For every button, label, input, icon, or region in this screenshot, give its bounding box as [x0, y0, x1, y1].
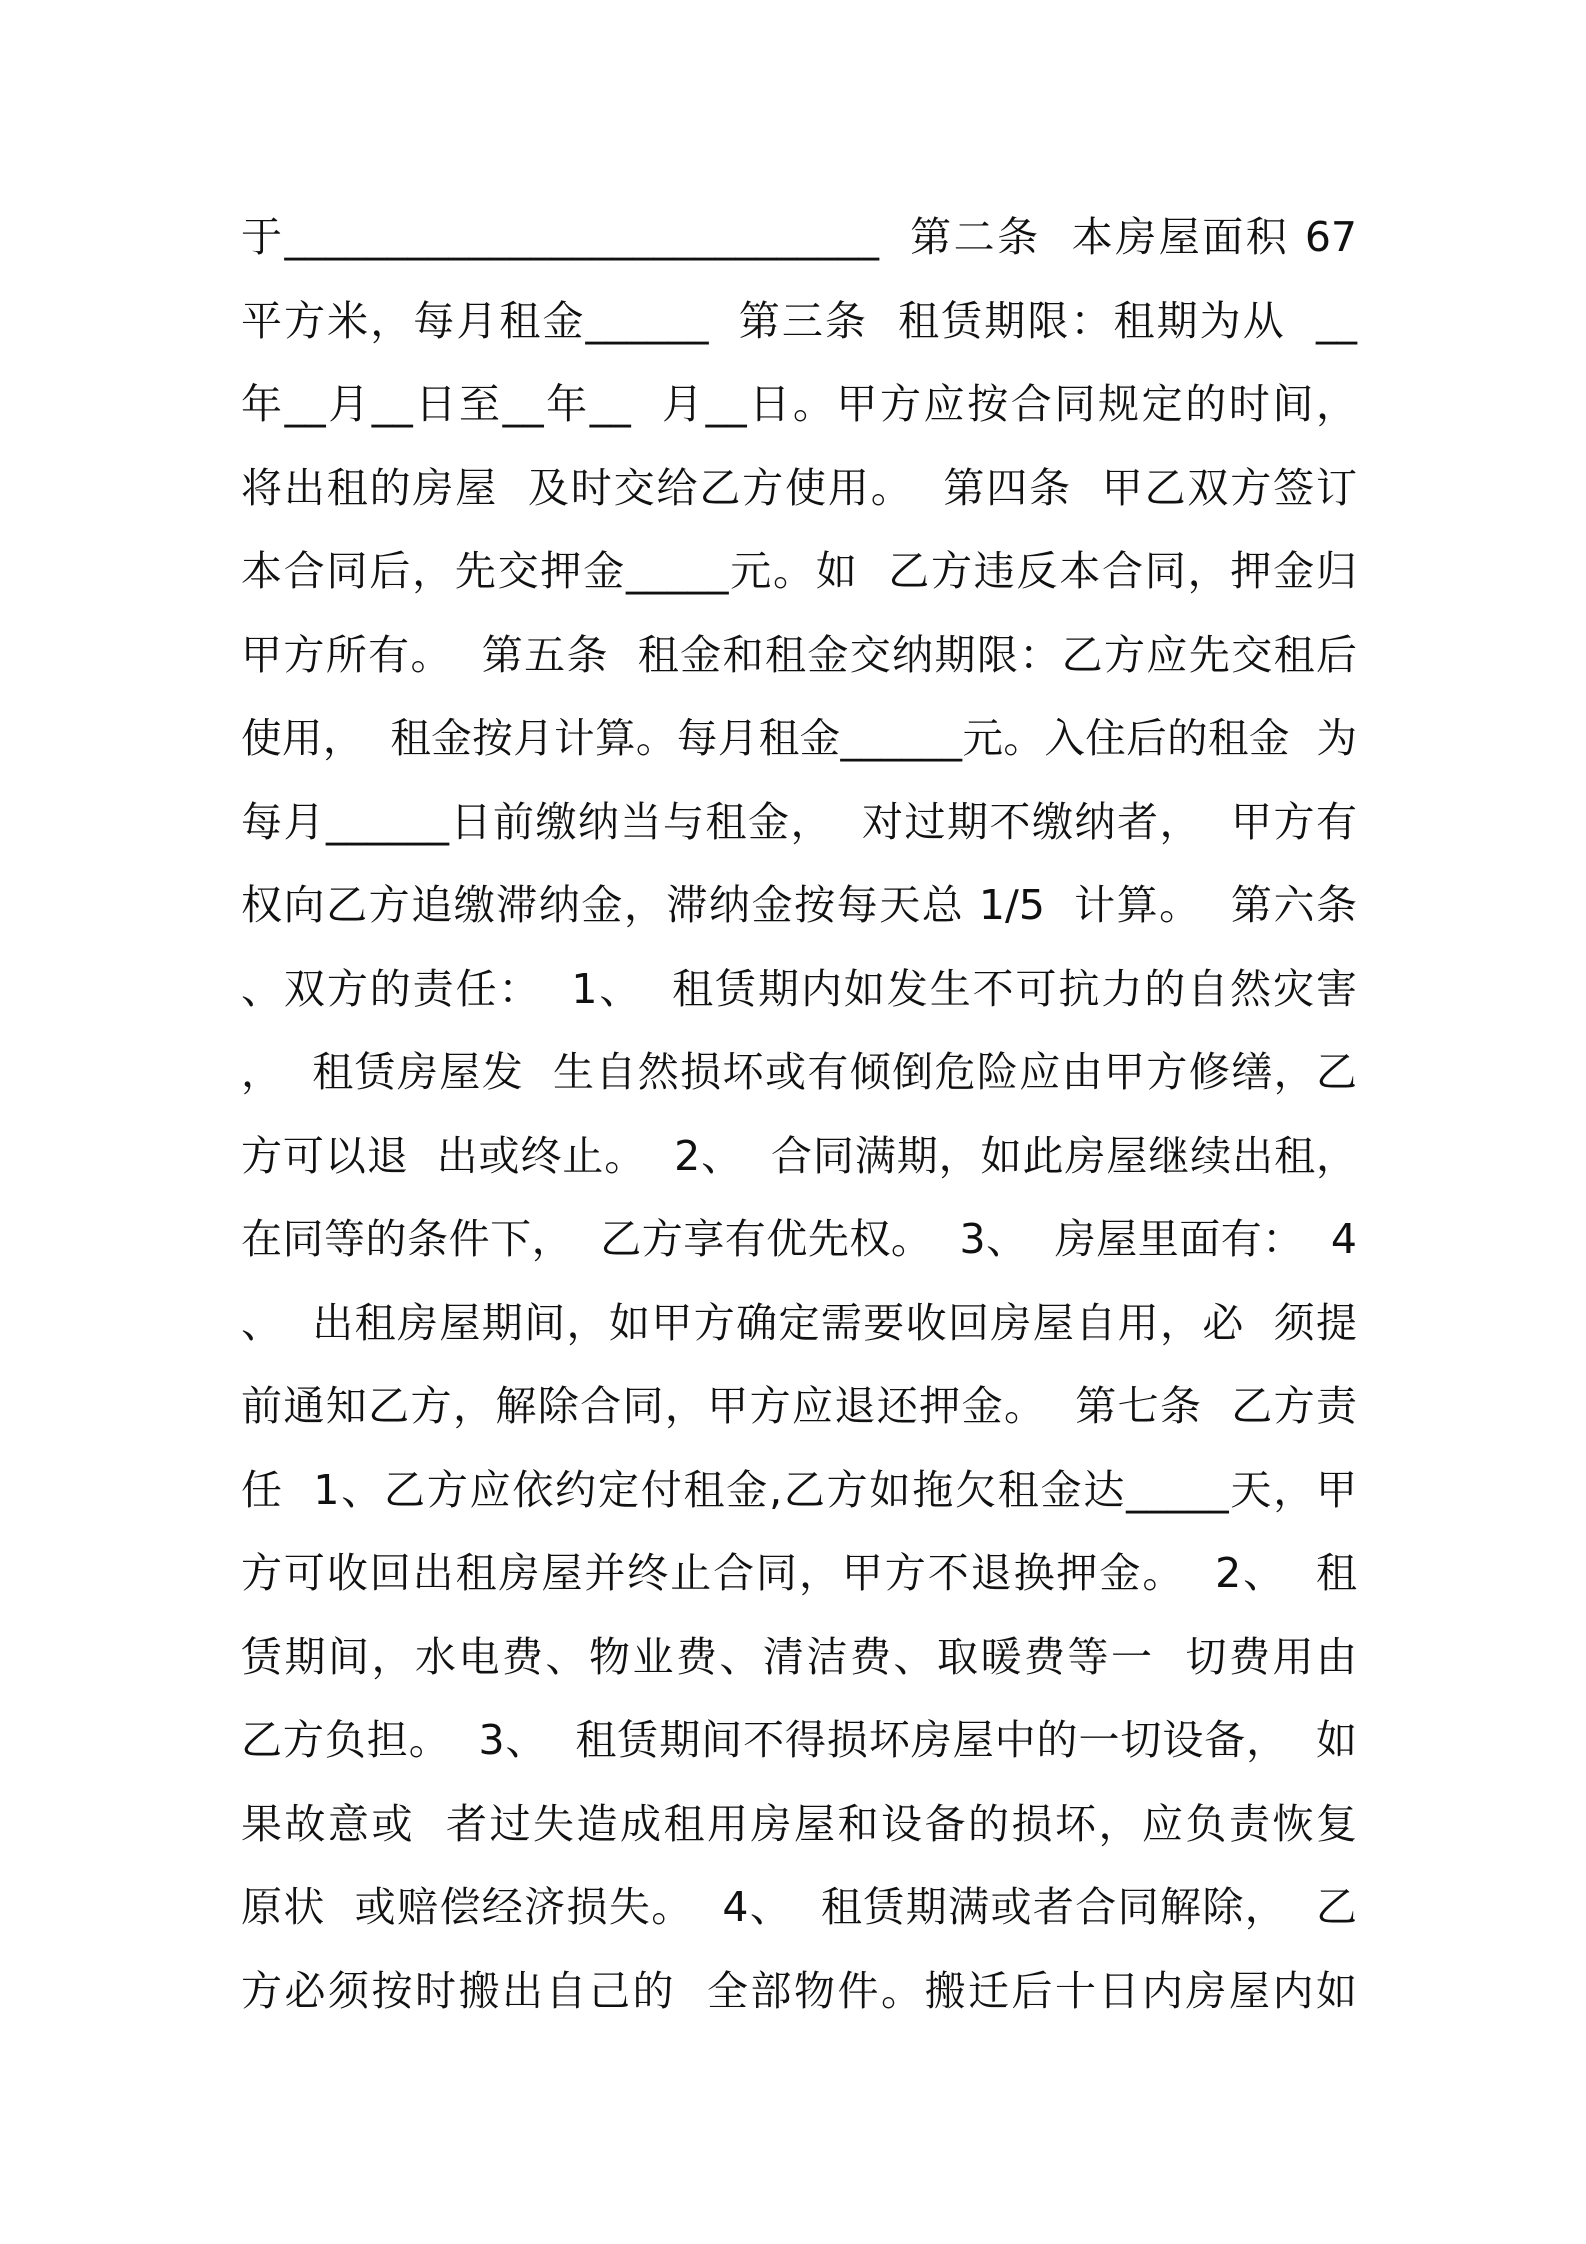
text-line-2: 平方米，每月租金______ 第三条 租赁期限：租期为从 __: [241, 296, 1357, 345]
text-line-8: 每月______日前缴纳当与租金， 对过期不缴纳者， 甲方有: [241, 797, 1357, 846]
text-line-10: 、双方的责任： 1、 租赁期内如发生不可抗力的自然灾害: [241, 964, 1357, 1013]
text-line-18: 赁期间，水电费、物业费、清洁费、取暖费等一 切费用由: [241, 1632, 1357, 1681]
text-line-5: 本合同后，先交押金_____元。如 乙方违反本合同，押金归: [241, 547, 1357, 595]
text-line-4: 将出租的房屋 及时交给乙方使用。 第四条 甲乙双方签订: [241, 463, 1357, 512]
text-line-7: 使用， 租金按月计算。每月租金______元。入住后的租金 为: [241, 714, 1357, 762]
text-line-16: 任 1、乙方应依约定付租金,乙方如拖欠租金达_____天，甲: [241, 1465, 1357, 1514]
contract-body-text: [241, 196, 1357, 2033]
text-line-6: 甲方所有。 第五条 租金和租金交纳期限：乙方应先交租后: [241, 630, 1357, 679]
text-line-20: 果故意或 者过失造成租用房屋和设备的损坏，应负责恢复: [241, 1799, 1357, 1848]
text-line-1: 于_____________________________ 第二条 本房屋面积 67: [241, 213, 1357, 261]
text-line-22: 方必须按时搬出自己的 全部物件。搬迁后十日内房屋内如: [241, 1966, 1357, 2015]
text-line-15: 前通知乙方，解除合同，甲方应退还押金。 第七条 乙方责: [241, 1382, 1357, 1430]
text-line-9: 权向乙方追缴滞纳金，滞纳金按每天总 1/5 计算。 第六条: [241, 881, 1357, 929]
text-line-21: 原状 或赔偿经济损失。 4、 租赁期满或者合同解除， 乙: [241, 1883, 1357, 1931]
text-line-19: 乙方负担。 3、 租赁期间不得损坏房屋中的一切设备， 如: [241, 1716, 1357, 1764]
text-line-14: 、 出租房屋期间，如甲方确定需要收回房屋自用，必 须提: [241, 1298, 1357, 1347]
text-line-11: ， 租赁房屋发 生自然损坏或有倾倒危险应由甲方修缮，乙: [241, 1048, 1357, 1096]
text-line-12: 方可以退 出或终止。 2、 合同满期，如此房屋继续出租，: [241, 1131, 1357, 1180]
text-line-3: 年__月__日至__年__ 月__日。甲方应按合同规定的时间，: [241, 380, 1357, 428]
text-line-17: 方可收回出租房屋并终止合同，甲方不退换押金。 2、 租: [241, 1549, 1357, 1597]
text-line-13: 在同等的条件下， 乙方享有优先权。 3、 房屋里面有： 4: [241, 1215, 1357, 1263]
